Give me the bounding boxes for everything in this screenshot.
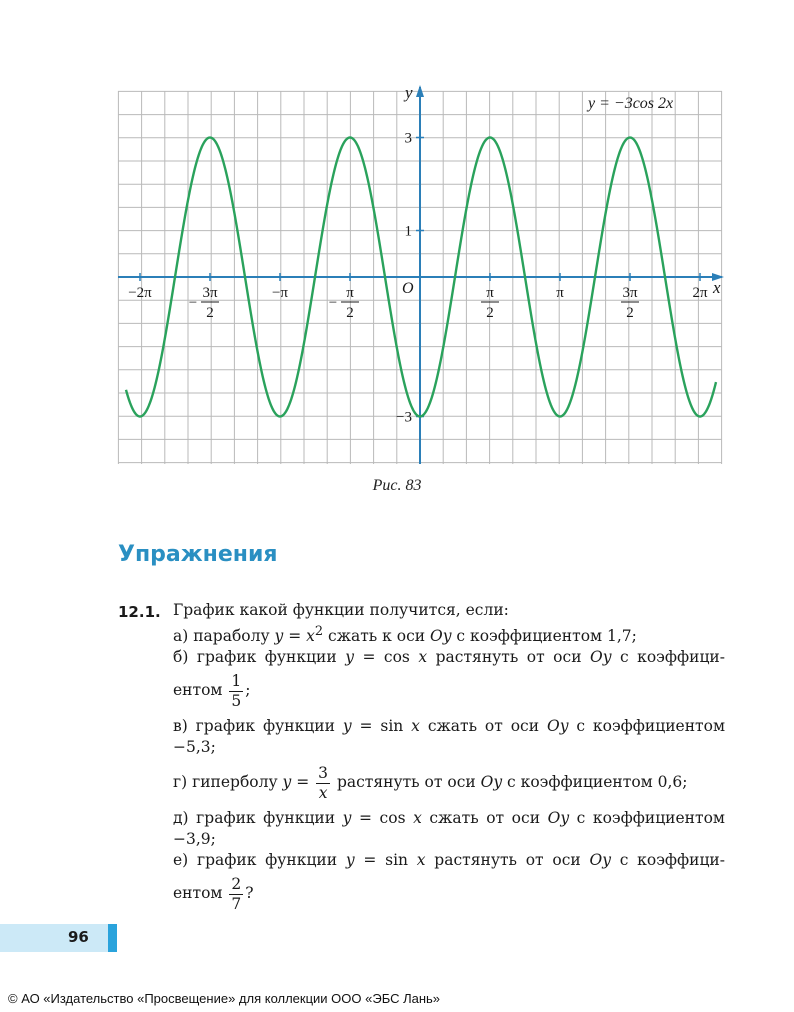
section-heading: Упражнения xyxy=(118,542,278,567)
item-e-continued: ентом $\frac{2}{7}$ ? xyxy=(173,874,254,913)
x-tick-numerator: π xyxy=(486,285,494,301)
function-graph xyxy=(0,0,794,470)
x-tick-sign: − xyxy=(188,295,198,311)
equation-label: y = −3cos 2x xyxy=(588,95,674,112)
x-tick-label: π xyxy=(556,285,564,301)
figure-caption: Рис. 83 xyxy=(372,477,422,494)
page-number-accent xyxy=(108,924,117,952)
y-tick-label: 1 xyxy=(404,223,412,240)
x-tick-denominator: 2 xyxy=(626,305,634,321)
item-a: а) параболу $y = x^2$ сжать к оси Oy с коэффициентом 1,7; xyxy=(173,624,637,646)
x-tick-denominator: 2 xyxy=(486,305,494,321)
x-tick-sign: − xyxy=(328,295,338,311)
origin-label: O xyxy=(402,280,414,297)
copyright-footer: © АО «Издательство «Просвещение» для коллекции ООО «ЭБС Лань» xyxy=(8,991,441,1006)
y-tick-label: −3 xyxy=(396,409,412,426)
x-tick-label: 2π xyxy=(692,285,708,301)
y-axis-label: y xyxy=(405,83,413,102)
fraction-2-7: $\frac{2}{7}$ xyxy=(231,874,242,913)
x-tick-label: −π xyxy=(271,285,289,301)
item-d-continued: −3,9; xyxy=(173,830,216,849)
item-v: в) график функции y = sin x сжать от оси Oy с коэффициентом xyxy=(173,717,725,736)
exercise-number: 12.1. xyxy=(118,603,161,621)
fraction-1-5: $\frac{1}{5}$ xyxy=(231,671,242,710)
item-e: е) график функции y = sin x растянуть от оси Oy с коэффици- xyxy=(173,851,726,870)
exercise-body xyxy=(173,600,725,915)
item-d: д) график функции y = cos x сжать от оси Oy с коэффициентом xyxy=(173,809,725,828)
x-tick-label: −2π xyxy=(128,285,152,301)
exercise-intro: График какой функции получится, если: xyxy=(173,601,509,619)
x-tick-numerator: 3π xyxy=(622,285,638,301)
item-g: г) гиперболу y = $\frac{3}{x}$ растянуть от оси Oy с коэффициентом 0,6; xyxy=(173,763,688,802)
item-b: б) график функции y = cos x растянуть от оси Oy с коэффици- xyxy=(173,648,725,667)
y-tick-label: 3 xyxy=(404,130,412,147)
page-number-tab xyxy=(0,924,108,952)
page-number: 96 xyxy=(68,928,89,946)
x-tick-denominator: 2 xyxy=(346,305,354,321)
item-b-continued: ентом $\frac{1}{5}$ ; xyxy=(173,671,251,710)
x-tick-numerator: π xyxy=(346,285,354,301)
axes xyxy=(118,85,724,464)
fraction-3-x: $\frac{3}{x}$ xyxy=(318,763,329,802)
x-axis-label: x xyxy=(713,278,721,297)
item-v-continued: −5,3; xyxy=(173,738,216,757)
x-tick-denominator: 2 xyxy=(206,305,214,321)
x-tick-numerator: 3π xyxy=(202,285,218,301)
